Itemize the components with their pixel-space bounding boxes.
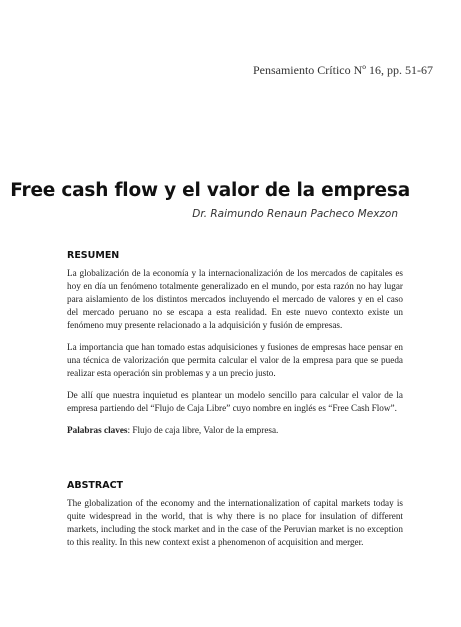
- resumen-paragraph: La globalización de la economía y la internacionalización de los mercados de capitales es hoy en día un fenómeno totalmente generalizado en el mundo, por esta razón no hay lugar para aislamiento de los distintos mercados incluyendo el mercado de valores y en el caso del mercado peruano no se escapa a esta realidad. En este nuevo contexto existe un fenómeno muy presente relacionado a la adquisición y fusión de empresas.: [67, 268, 403, 330]
- keywords-line: [67, 424, 403, 437]
- resumen-paragraph: De allí que nuestra inquietud es plantear un modelo sencillo para calcular el valor de la empresa partiendo del “Flujo de Caja Libre” cuyo nombre en inglés es “Free Cash Flow”.: [67, 390, 403, 413]
- article-author: Dr. Raimundo Renaun Pacheco Mexzon: [192, 208, 398, 220]
- abstract-paragraph: The globalization of the economy and the internationalization of capital markets today is quite widespread in the world, that is why there is no place for insulation of different markets, including the stock market and in the case of the Peruvian market is no exception to this reality. In this new context exist a phenomenon of acquisition and merger.: [67, 498, 403, 547]
- article-title: Free cash flow y el valor de la empresa: [10, 180, 410, 201]
- keywords-text: : Flujo de caja libre, Valor de la empresa.: [127, 425, 279, 435]
- resumen-heading: RESUMEN: [67, 250, 120, 261]
- abstract-heading: ABSTRACT: [67, 480, 124, 491]
- abstract-body: [67, 497, 403, 558]
- journal-reference: Pensamiento Crítico Nº 16, pp. 51-67: [252, 63, 433, 77]
- keywords-label: Palabras claves: [67, 425, 128, 435]
- resumen-paragraph: La importancia que han tomado estas adquisiciones y fusiones de empresas hace pensar en una técnica de valorización que permita calcular el valor de la empresa para que se pueda realizar esta operación sin problemas y a un precio justo.: [67, 342, 403, 378]
- resumen-body: [67, 267, 403, 446]
